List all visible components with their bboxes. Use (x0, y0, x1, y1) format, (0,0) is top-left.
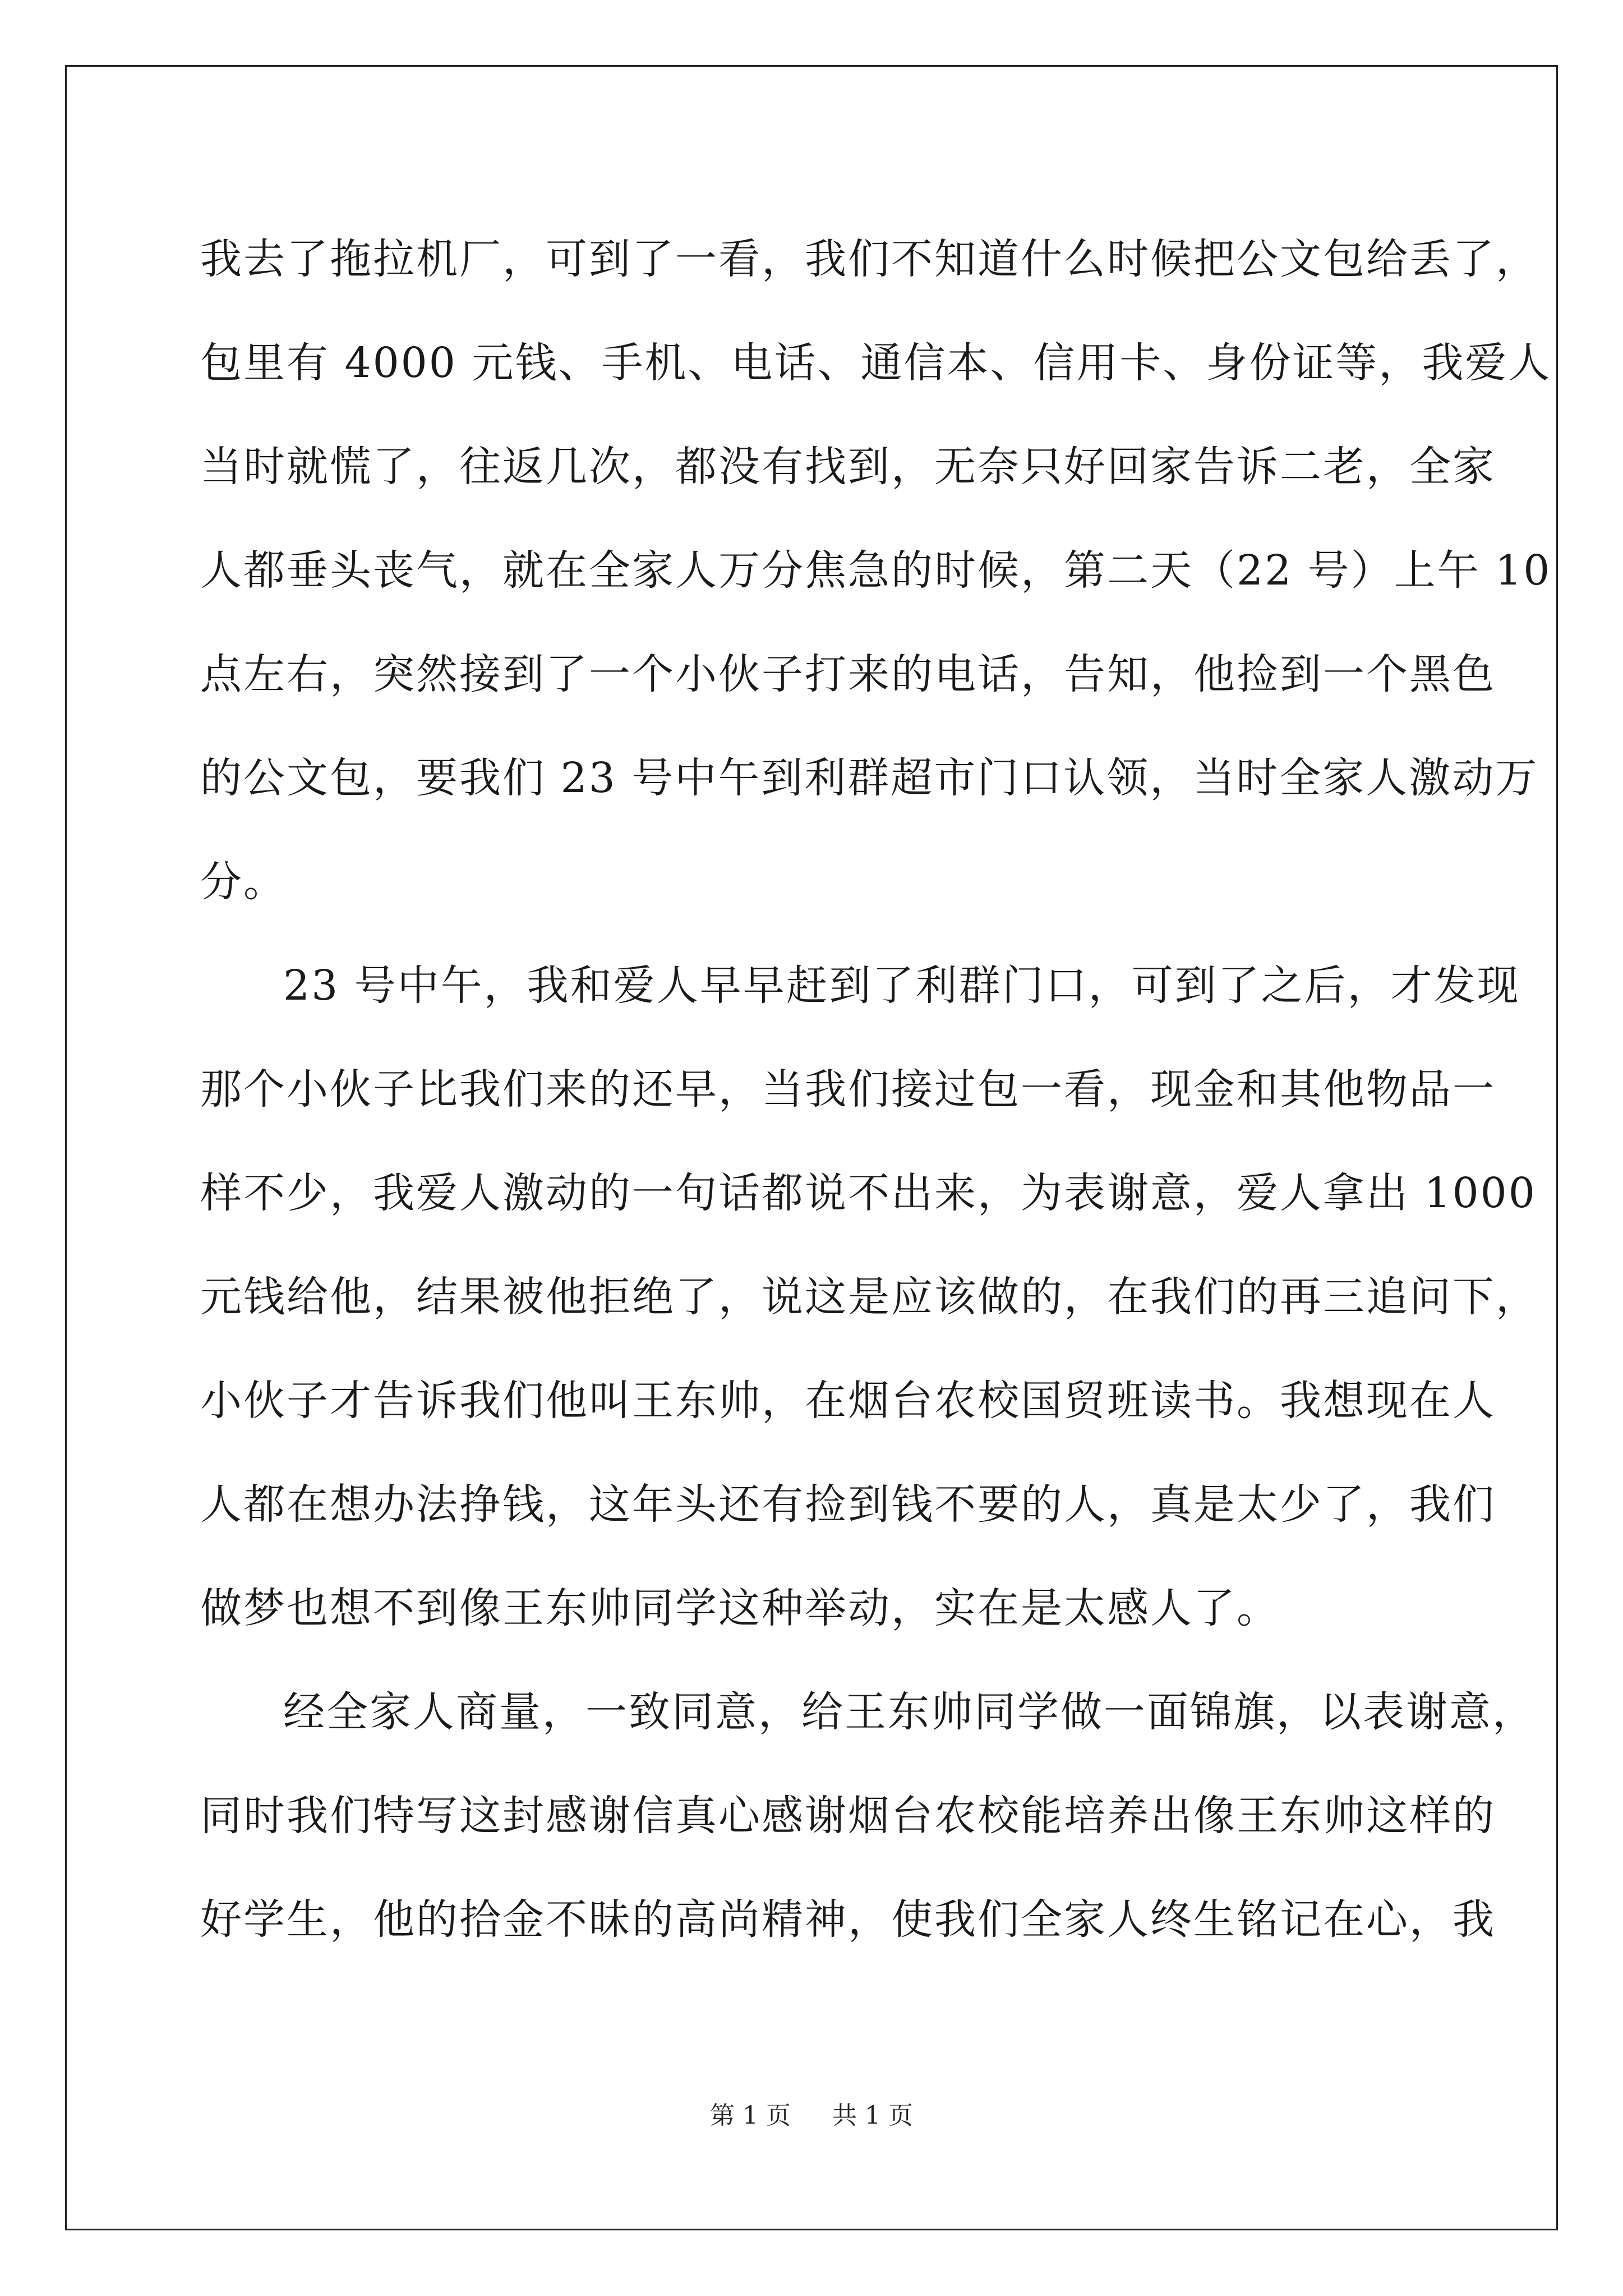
text-line-5: 点左右，突然接到了一个小伙子打来的电话，告知，他捡到一个黑色 (200, 650, 1496, 698)
text-line-6: 的公文包，要我们 23 号中午到利群超市门口认领，当时全家人激动万 (200, 754, 1539, 802)
text-line-3: 当时就慌了，往返几次，都没有找到，无奈只好回家告诉二老，全家 (200, 443, 1496, 491)
text-line-16: 同时我们特写这封感谢信真心感谢烟台农校能培养出像王东帅这样的 (200, 1792, 1496, 1840)
text-line-17: 好学生，他的拾金不昧的高尚精神，使我们全家人终生铭记在心，我 (200, 1895, 1496, 1944)
text-line-10: 样不少，我爱人激动的一句话都说不出来，为表谢意，爱人拿出 1000 (200, 1169, 1537, 1217)
document-body (200, 208, 1552, 1972)
text-line-1: 我去了拖拉机厂，可到了一看，我们不知道什么时候把公文包给丢了， (200, 235, 1539, 283)
text-line-13: 人都在想办法挣钱，这年头还有捡到钱不要的人，真是太少了，我们 (200, 1480, 1496, 1529)
text-line-4: 人都垂头丧气，就在全家人万分焦急的时候，第二天（22 号）上午 10 (200, 546, 1552, 595)
page-footer (0, 2095, 1623, 2131)
text-line-7: 分。 (200, 858, 287, 906)
page-number-total: 共 1 页 (832, 2101, 913, 2130)
text-line-2: 包里有 4000 元钱、手机、电话、通信本、信用卡、身份证等，我爱人 (200, 339, 1552, 387)
text-line-14: 做梦也想不到像王东帅同学这种举动，实在是太感人了。 (200, 1584, 1280, 1632)
text-line-11: 元钱给他，结果被他拒绝了，说这是应该做的，在我们的再三追问下， (200, 1273, 1539, 1321)
page-number-current: 第 1 页 (710, 2101, 791, 2130)
text-line-15: 经全家人商量，一致同意，给王东帅同学做一面锦旗，以表谢意， (283, 1688, 1536, 1736)
text-line-9: 那个小伙子比我们来的还早，当我们接过包一看，现金和其他物品一 (200, 1065, 1496, 1114)
text-line-12: 小伙子才告诉我们他叫王东帅，在烟台农校国贸班读书。我想现在人 (200, 1377, 1496, 1425)
text-line-8: 23 号中午，我和爱人早早赶到了利群门口，可到了之后，才发现 (283, 961, 1520, 1010)
